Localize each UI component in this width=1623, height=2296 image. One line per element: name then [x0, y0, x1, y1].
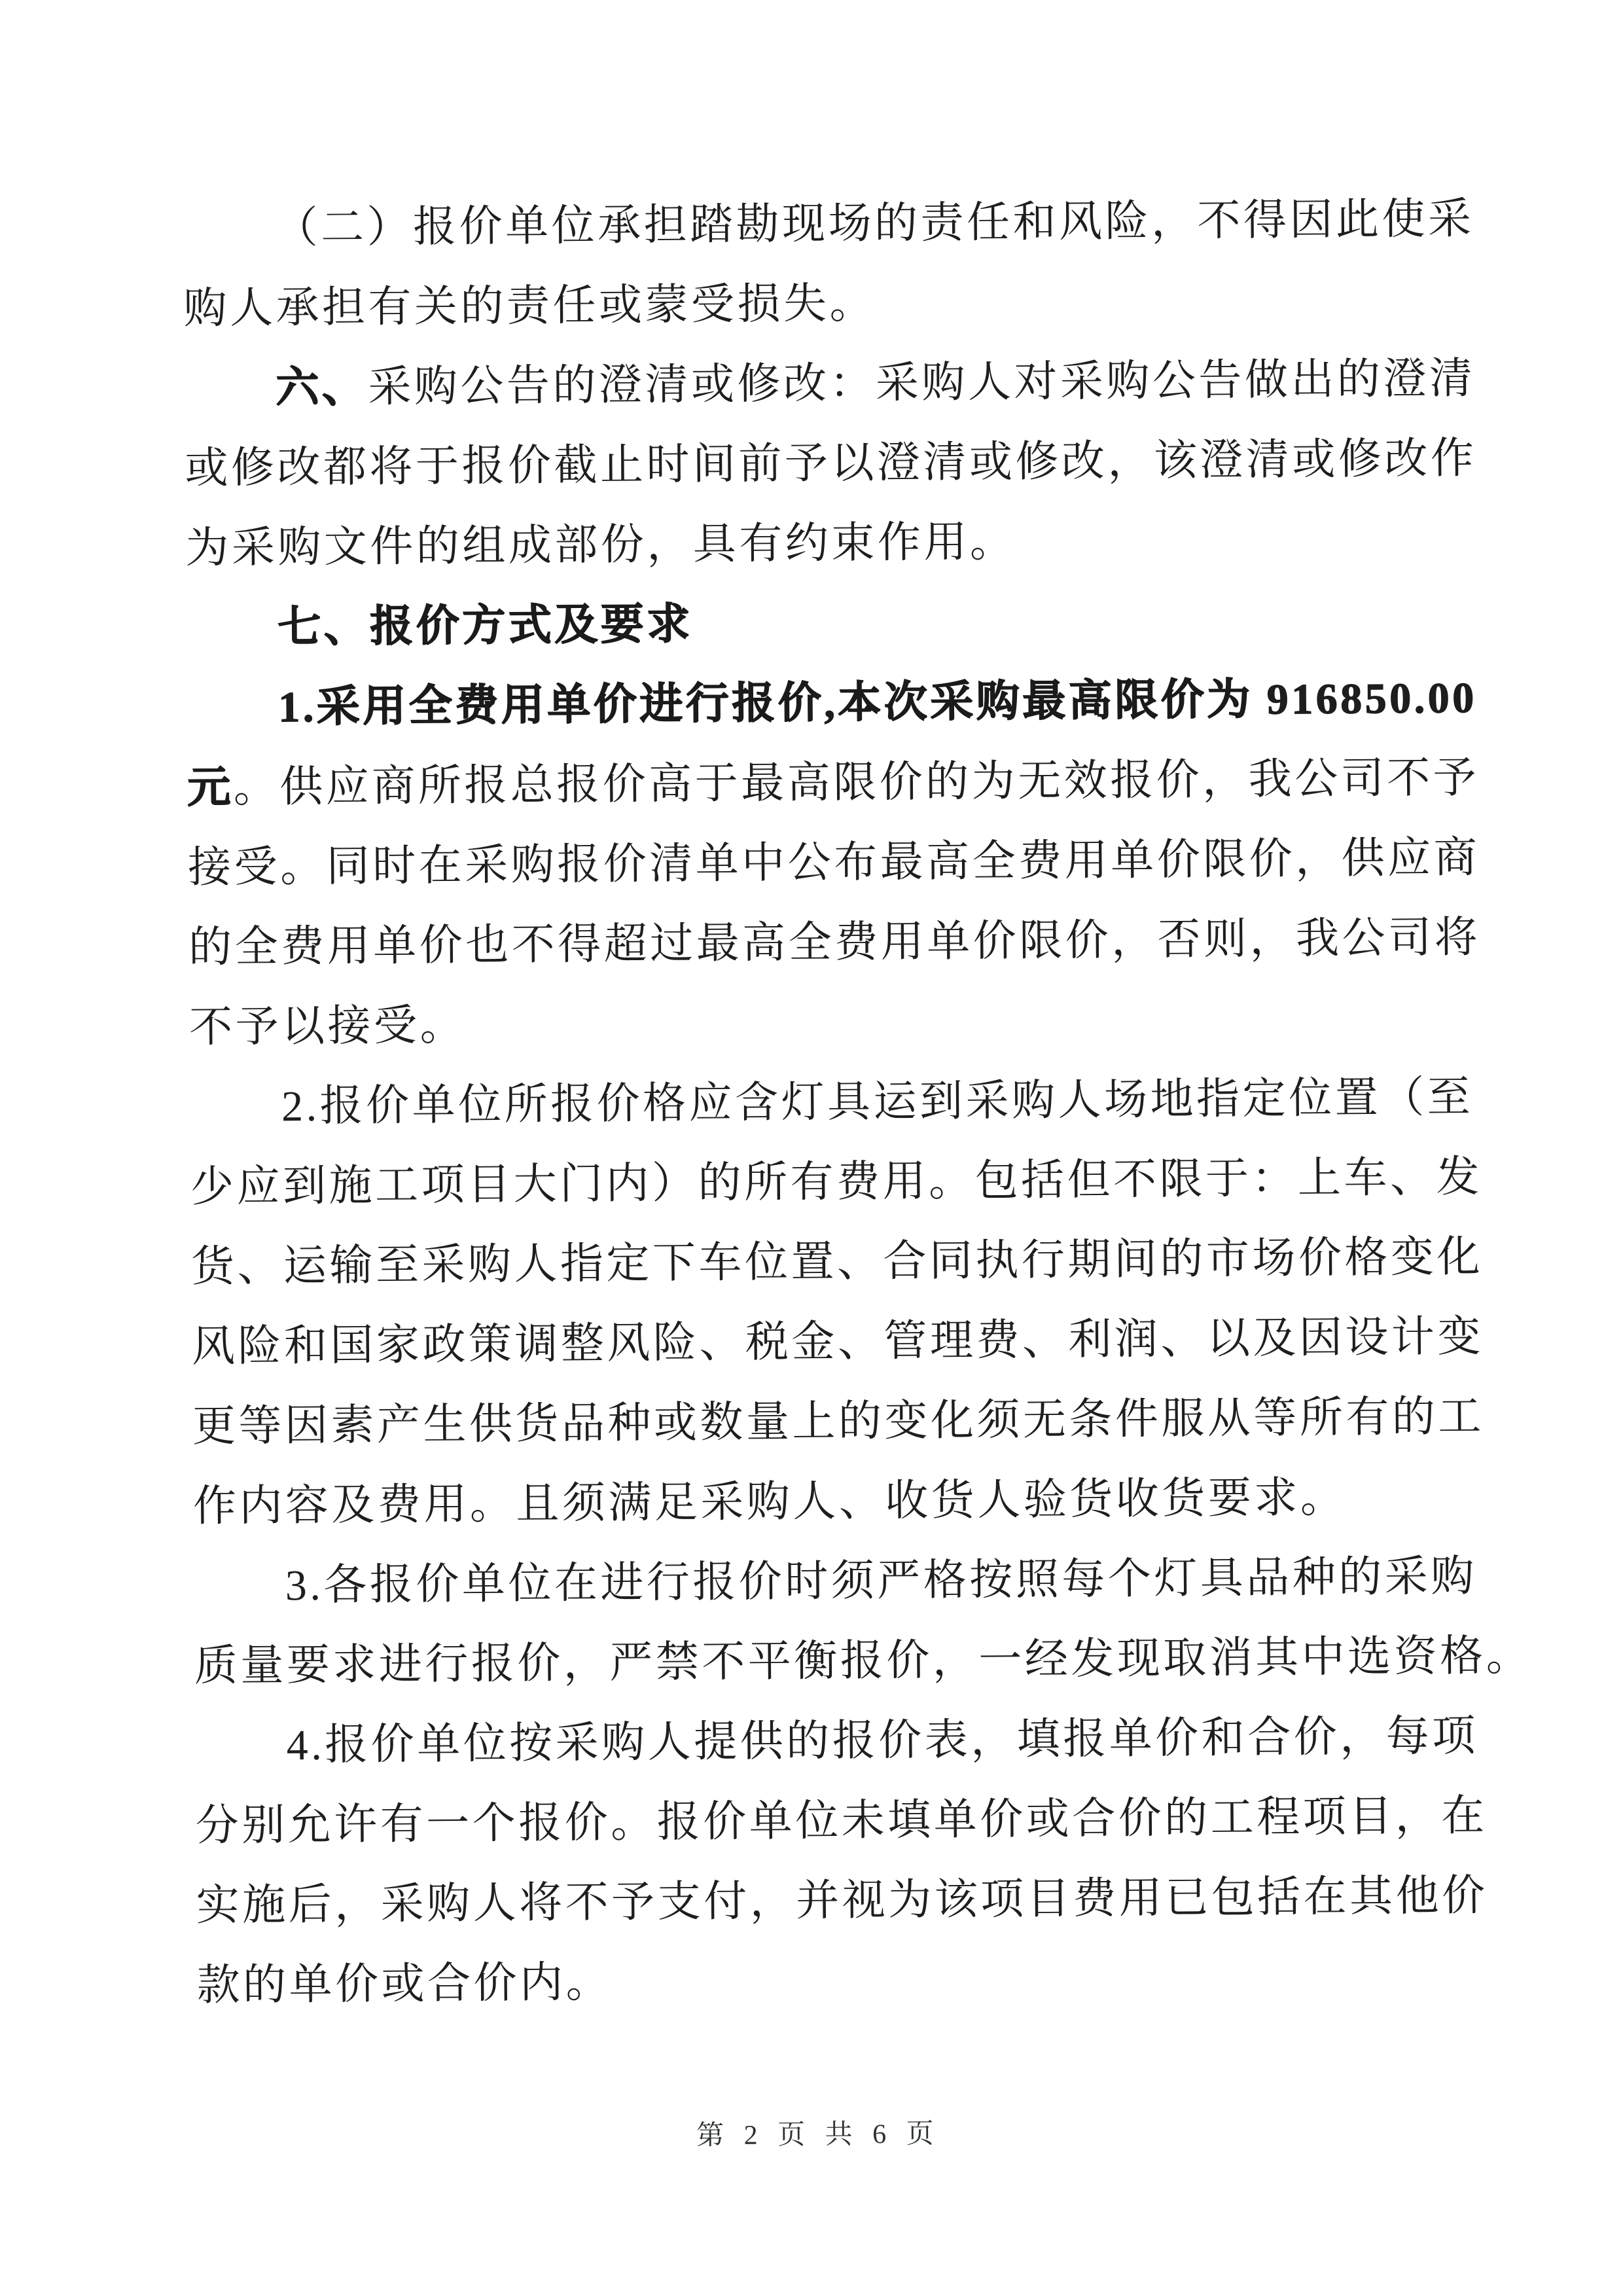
text-run: 七、报价方式及要求	[277, 600, 694, 652]
text-line	[183, 180, 1474, 270]
text-line	[187, 739, 1480, 829]
text-run: （二）报价单位承担踏勘现场的责任和风险，不得因此使采	[274, 194, 1474, 253]
text-line	[183, 260, 1429, 350]
text-line	[195, 1776, 1488, 1866]
text-run: 4.报价单位按采购人提供的报价表，填报单价和合价，每项	[286, 1712, 1478, 1770]
text-run: 采购公告的澄清或修改：采购人对采购公告做出的澄清	[368, 354, 1476, 412]
text-run: 实施后，采购人将不予支付，并视为该项目费用已包括在其他价	[196, 1871, 1488, 1930]
text-run: 元	[187, 763, 234, 812]
text-line	[194, 1617, 1533, 1706]
text-run: 不予以接受。	[188, 1001, 467, 1052]
text-line	[190, 1138, 1483, 1228]
text-run: 购人承担有关的责任或蒙受损失。	[183, 279, 876, 333]
text-run: 分别允许有一个报价。报价单位未填单价或合价的工程项目，在	[195, 1791, 1488, 1850]
text-run: 的全费用单价也不得超过最高全费用单价限价，否则，我公司将	[188, 913, 1481, 972]
text-line	[194, 1696, 1478, 1786]
text-run: 六、	[276, 363, 368, 412]
text-line	[188, 899, 1481, 988]
text-run: 或修改都将于报价截止时间前予以澄清或修改，该澄清或修改作	[185, 434, 1477, 493]
text-run: 款的单价或合价内。	[196, 1958, 613, 2010]
text-line	[185, 499, 1431, 589]
text-line	[187, 659, 1478, 749]
text-run: 更等因素产生供货品种或数量上的变化须无条件服从等所有的工	[192, 1392, 1485, 1451]
text-line	[192, 1378, 1485, 1467]
text-line	[186, 579, 1431, 669]
text-run: 3.各报价单位在进行报价时须严格按照每个灯具品种的采购	[285, 1552, 1478, 1610]
text-run: 1.采用全费用单价进行报价,本次采购最高限价为 916850.00	[278, 673, 1478, 732]
text-line	[196, 1856, 1488, 1946]
text-line	[191, 1298, 1484, 1388]
document-body	[183, 180, 1533, 2026]
text-line	[189, 978, 1435, 1068]
text-line	[190, 1218, 1484, 1308]
text-run: 风险和国家政策调整风险、税金、管理费、利润、以及因设计变	[191, 1312, 1484, 1371]
text-line	[185, 420, 1477, 509]
page-footer: 第 2 页 共 6 页	[696, 2119, 940, 2151]
text-line	[193, 1537, 1478, 1626]
text-run: 。供应商所报总报价高于最高限价的为无效报价，我公司不予	[233, 753, 1480, 812]
text-run: 为采购文件的组成部份，具有约束作用。	[185, 518, 1016, 573]
text-line	[192, 1457, 1438, 1547]
text-line	[190, 1058, 1474, 1148]
text-line	[187, 819, 1480, 908]
text-run: 货、运输至采购人指定下车位置、合同执行期间的市场价格变化	[190, 1232, 1484, 1291]
text-run: 作内容及费用。且须满足采购人、收货人验货收货要求。	[192, 1473, 1347, 1531]
text-run: 2.报价单位所报价格应含灯具运到采购人场地指定位置（至	[281, 1073, 1474, 1131]
text-line	[184, 340, 1476, 429]
text-run: 少应到施工项目大门内）的所有费用。包括但不限于：上车、发	[190, 1153, 1483, 1211]
text-run: 质量要求进行报价，严禁不平衡报价，一经发现取消其中选资格。	[194, 1632, 1533, 1691]
text-run: 接受。同时在采购报价清单中公布最高全费用单价限价，供应商	[187, 833, 1480, 892]
text-line	[196, 1936, 1442, 2026]
